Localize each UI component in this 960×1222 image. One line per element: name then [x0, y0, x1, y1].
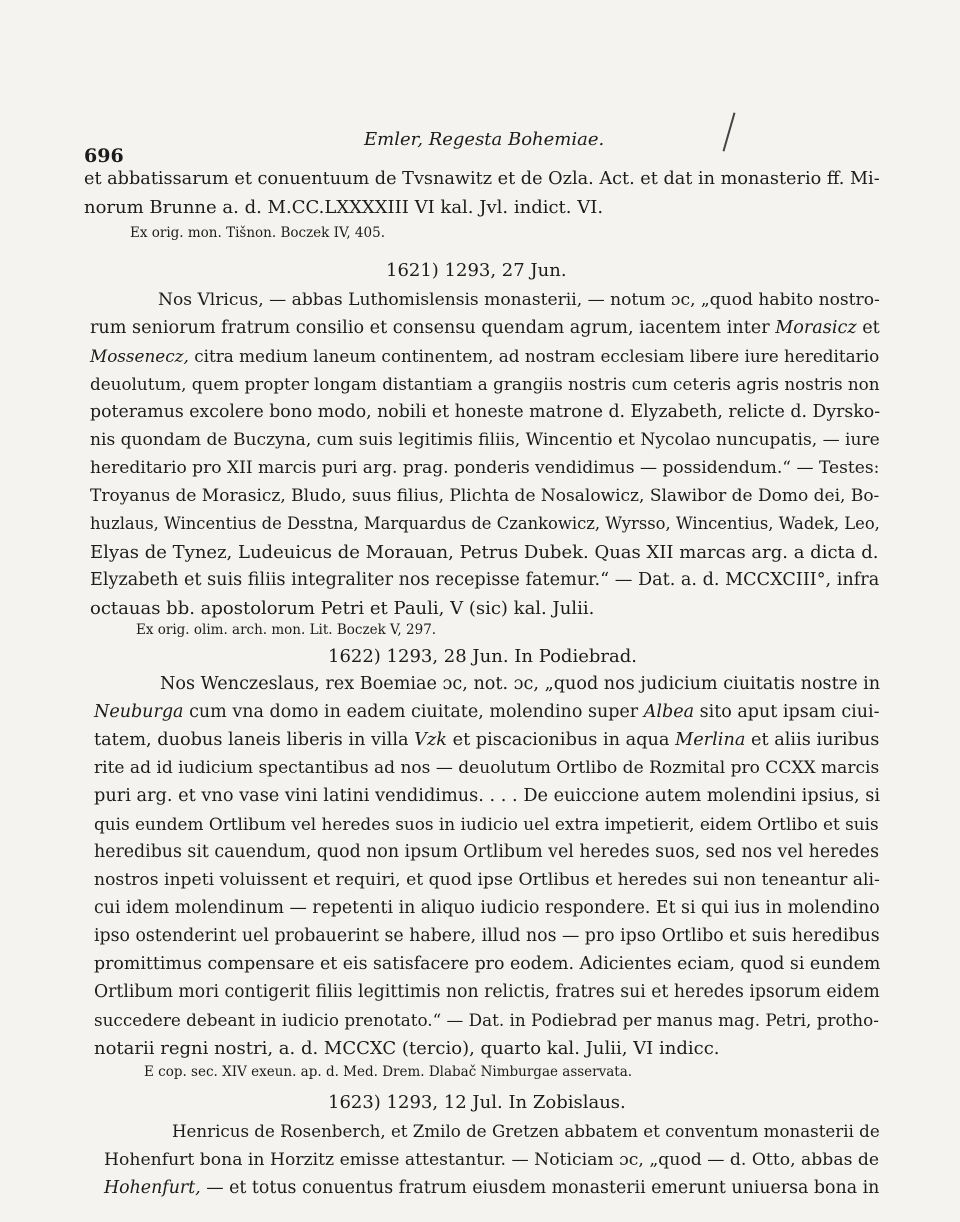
text-line: succedere debeant in iudicio prenotato.“ — Dat. in Podiebrad per manus mag. Petri, protho- [94, 1010, 879, 1030]
text-line: Elyas de Tynez, Ludeuicus de Morauan, Petrus Dubek. Quas XII marcas arg. a dicta d. [90, 542, 879, 563]
text-line: poteramus excolere bono modo, nobili et honeste matrone d. Elyzabeth, relicte d. Dyrsko- [90, 402, 881, 422]
text-line: Troyanus de Morasicz, Bludo, suus filius, Plichta de Nosalowicz, Slawibor de Domo dei, Bo- [90, 486, 880, 506]
source-note: Ex orig. olim. arch. mon. Lit. Boczek V, 297. [136, 622, 437, 638]
text-line: Nos Wenczeslaus, rex Boemiae ɔc, not. ɔc, „quod nos judicium ciuitatis nostre in [160, 674, 881, 694]
running-title: Emler, Regesta Bohemiae. [364, 129, 605, 150]
text-line: Hohenfurt, — et totus conuentus fratrum eiusdem monasterii emerunt uniuersa bona in [104, 1178, 880, 1198]
text-line: nostros inpeti voluissent et requiri, et quod ipse Ortlibus et heredes sui non teneantur ali- [94, 870, 880, 890]
text-line: quis eundem Ortlibum vel heredes suos in iudicio uel extra impetierit, eidem Ortlibo et suis [94, 814, 879, 834]
text-line: cui idem molendinum — repetenti in aliquo iudicio respondere. Et si qui ius in molendino [94, 898, 880, 918]
pencil-mark [723, 112, 736, 151]
source-note: E cop. sec. XIV exeun. ap. d. Med. Drem. Dlabač Nimburgae asservata. [144, 1064, 633, 1080]
text-line: rite ad id iudicium spectantibus ad nos — deuolutum Ortlibo de Rozmital pro CCXX marcis [94, 758, 880, 778]
text-line: tatem, duobus laneis liberis in villa Vzk et piscacionibus in aqua Merlina et aliis iuribus [94, 730, 880, 750]
entry-heading: 1623) 1293, 12 Jul. In Zobislaus. [328, 1092, 626, 1113]
text-line: heredibus sit cauendum, quod non ipsum Ortlibum vel heredes suos, sed nos vel heredes [94, 842, 879, 862]
entry-heading: 1621) 1293, 27 Jun. [386, 260, 567, 281]
text-line: hereditario pro XII marcis puri arg. prag. ponderis vendidimus — possidendum.“ — Testes: [90, 458, 880, 478]
text-line: deuolutum, quem propter longam distantiam a grangiis nostris cum ceteris agris nostris non [90, 374, 880, 394]
text-line: huzlaus, Wincentius de Desstna, Marquardus de Czankowicz, Wyrsso, Wincentius, Wadek, Leo, [90, 514, 880, 533]
entry-heading: 1622) 1293, 28 Jun. In Podiebrad. [328, 646, 637, 667]
text-line: Elyzabeth et suis filiis integraliter nos recepisse fatemur.“ — Dat. a. d. MCCXCIII°, infra [90, 570, 880, 590]
text-line: Nos Vlricus, — abbas Luthomislensis monasterii, — notum ɔc, „quod habito nostro- [158, 290, 880, 310]
source-note: Ex orig. mon. Tišnon. Boczek IV, 405. [130, 225, 385, 241]
page-number: 696 [84, 145, 124, 167]
text-line: et abbatissarum et conuentuum de Tvsnawitz et de Ozla. Act. et dat in monasterio ff. Mi- [84, 169, 880, 189]
text-line: puri arg. et vno vase vini latini vendidimus. . . . De euiccione autem molendini ipsius, si [94, 786, 880, 806]
text-line: notarii regni nostri, a. d. MCCXC (tercio), quarto kal. Julii, VI indicc. [94, 1038, 720, 1059]
text-line: norum Brunne a. d. M.CC.LXXXXIII VI kal. Jvl. indict. VI. [84, 197, 604, 218]
text-line: octauas bb. apostolorum Petri et Pauli, V (sic) kal. Julii. [90, 598, 595, 619]
text-line: promittimus compensare et eis satisfacere pro eodem. Adicientes eciam, quod si eundem [94, 954, 881, 974]
text-line: nis quondam de Buczyna, cum suis legitimis filiis, Wincentio et Nycolao nuncupatis, — iure [90, 430, 880, 450]
text-line: Ortlibum mori contigerit filiis legittimis non relictis, fratres sui et heredes ipsorum eidem [94, 982, 880, 1002]
text-line: Henricus de Rosenberch, et Zmilo de Gretzen abbatem et conventum monasterii de [172, 1122, 880, 1141]
text-line: rum seniorum fratrum consilio et consensu quendam agrum, iacentem inter Morasicz et [90, 318, 880, 338]
text-line: Mossenecz, citra medium laneum continentem, ad nostram ecclesiam libere iure hereditario [90, 346, 880, 366]
text-line: Hohenfurt bona in Horzitz emisse attestantur. — Noticiam ɔc, „quod — d. Otto, abbas de [104, 1150, 880, 1170]
text-line: ipso ostenderint uel probauerint se habere, illud nos — pro ipso Ortlibo et suis heredibus [94, 926, 880, 946]
text-line: Neuburga cum vna domo in eadem ciuitate, molendino super Albea sito aput ipsam ciui- [94, 702, 880, 722]
